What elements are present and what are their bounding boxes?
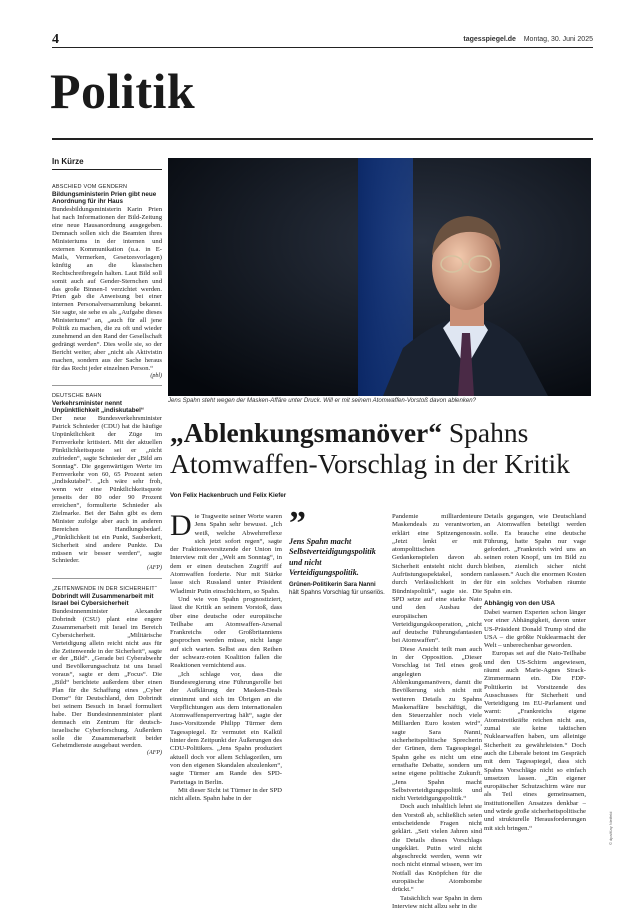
brief-agency: (pbl)	[150, 372, 162, 379]
brief-headline[interactable]: Dobrindt will Zusammenarbeit mit Israel bei Cybersicherheit	[52, 592, 154, 607]
article-headline[interactable]: „Ablenkungsmanöver“ Spahns Atomwaffen-Vorschlag in der Kritik	[170, 417, 570, 479]
brief-body: Der neue Bundesverkehrsminister Patrick Schnieder (CDU) hat die häufige Unpünktlichkeit der Züge im Fernverkehr kritisiert. Mit der aktuellen Pünktlichkeitsquote sei er „nicht zufrieden“, sagte Schnieder der „Bild am Sonntag“. Die gegenwärtigen Werte im Fernverkehr von 60, 65 Prozent seien „indiskutabel“. „Ich wäre sehr froh, wenn wir eine Pünktlichkeitsquote jenseits der 80 oder 90 Prozent erreichen“, formulierte Schnieder als Zielmarke. Bei der Bahn gibt es dem Minister zufolge aber auch in anderen Bereichen Handlungsbedarf. „Pünktlichkeit ist ein Punkt, Sauberkeit, Sicherheit sind andere Punkte. Da müssen wir besser werden“, sagte Schnieder. (AFP)	[52, 415, 162, 572]
brief-item	[52, 586, 162, 763]
paragraph: Pandemie milliardenteure Maskendeals zu verantworten, erklärt eine Spitzengenossin. „Jetzt lenkt er mit atompolitischen Gedankenspielen davon ab. Sicherheit entsteht nicht durch Aufrüstungsspektakel, sondern durch Verlässlichkeit in der Bündnispolitik“, sagte sie. Die SPD setze auf eine starke Nato und den Ausbau der europäischen Verteidigungskooperation, „nicht auf deutsche Führungsfantasien bei Atomwaffen“.	[392, 513, 482, 645]
sidebar-title: In Kürze	[52, 157, 162, 170]
portrait-image	[168, 158, 591, 396]
drop-cap: D	[170, 509, 192, 542]
quote-source: Grünen-Politikerin Sara Nanni hält Spahns Vorschlag für unseriös.	[289, 581, 385, 596]
quote-mark-icon: ”	[289, 505, 306, 542]
photo-copyright: © dpa/Kay Nietfeld	[608, 811, 613, 845]
paragraph: Diese Ansicht teilt man auch in der Opposition. „Dieser Vorschlag ist Teil eines groß angelegten Ablenkungsmanövers, damit die Bevölkerung sich nicht mit weiteren Details zu Spahns Maskenaffäre beschäftigt, die den Steuerzahler noch viele Milliarden Euro kosten wird“, sagte Sara Nanni, sicherheitspolitische Sprecherin der Grünen, dem Tagesspiegel. Spahn gehe es nicht um eine ernsthafte Debatte, sondern um seine eigene politische Zukunft. „Jens Spahn macht Selbstverteidigungspolitik und nicht Verteidigungspolitik.“	[392, 645, 482, 803]
paragraph: Die Tragweite seiner Worte waren Jens Spahn sehr bewusst. „Ich weiß, welche Abwehrreflexe sich jetzt sofort regen“, sagte der Fraktionsvorsitzende der Union im Interview mit der „Welt am Sonntag“, in dem er einen deutschen Zugriff auf Atomwaffen forderte. Nur mit Stärke lasse sich Russland unter Präsident Wladimir Putin einschüchtern, so Spahn.	[170, 509, 282, 595]
paragraph: Tatsächlich war Spahn in dem Interview nicht allzu sehr in die	[392, 894, 482, 910]
header-rule	[52, 47, 593, 48]
site-name[interactable]: tagesspiegel.de	[463, 36, 516, 43]
paragraph: Mit dieser Sicht ist Türmer in der SPD nicht allein. Spahn habe in der	[170, 786, 282, 803]
article-column-1	[170, 509, 282, 803]
brief-headline[interactable]: Verkehrsminister nennt Unpünktlichkeit „indiskutabel“	[52, 399, 145, 414]
brief-headline[interactable]: Bildungsministerin Prien gibt neue Anordnung für ihr Haus	[52, 191, 157, 206]
paragraph: „Ich schlage vor, dass die Bundesregierung eine Führungsrolle bei der Aufklärung der Masken-Deals einnimmt und sich im Übrigen an die Verpflichtungen aus dem internationalen Atomwaffensperrvertrag hält“, sagte der Juso-Vorsitzende Philipp Türmer dem Tagesspiegel. Er vermutet ein Kalkül hinter dem Zeitpunkt der Äußerungen des CDU-Politikers. „Jens Spahn produziert aktuell doch vor allem Schlagzeilen, um von den eigenen Skandalen abzulenken“, sagte Türmer am Rande des SPD-Parteitags in Berlin.	[170, 670, 282, 786]
brief-body: Bundesinnenminister Alexander Dobrindt (CSU) plant eine engere Zusammenarbeit mit Israel im Bereich Cybersicherheit. „Militärische Verteidigung allein reicht nicht aus für die Zeitenwende in der Sicherheit“, sagte er der „Bild“. „Gerade bei Cyberabwehr und Bevölkerungsschutz ist uns Israel voraus“, sagte er dem „Focus“. Die „Bild“ berichtete außerdem über einen Plan für die Schaffung eines „Cyber Dome“ für Deutschland, den Dobrindt bei seinem Besuch in Israel formuliert habe. Der Bundesinnenminister plant demnach ein Zentrum für deutsch-israelische Cyberforschung. Außerdem solle die Zusammenarbeit beider Geheimdienste ausgebaut werden. (AFP)	[52, 608, 162, 757]
article-byline: Von Felix Hackenbruch und Felix Kiefer	[170, 492, 287, 499]
paragraph: Doch auch inhaltlich lehnt sie den Vorstoß ab, schließlich seien entscheidende Fragen nicht geklärt. „Seit vielen Jahren sind die Details dieses Vorschlags ungeklärt. Putin wird nicht abgeschreckt werden, wenn wir noch nicht einmal wissen, wer im Notfall das Knöpfchen für die europäische Atombombe drückt.“	[392, 803, 482, 894]
section-title: Politik	[50, 63, 196, 119]
quote-text: Jens Spahn macht Selbstverteidigungspolitik und nicht Verteidigungspolitik.	[289, 537, 376, 577]
paragraph: Und wie von Spahn prognostiziert, lässt die Kritik an seinem Vorstoß, dass über eine deutsche oder europäische Teilhabe am Atomwaffen-Arsenal Frankreichs oder Großbritanniens gesprochen werden müsse, nicht lange auf sich warten. Selbst aus den Reihen der schwarz-roten Koalition fallen die Reaktionen vernichtend aus.	[170, 595, 282, 670]
paragraph: Europas sei auf die Nato-Teilhabe und den US-Schirm angewiesen, räumt auch Marie-Agnes Strack-Zimmermann ein. Die FDP-Politikerin ist Vorsitzende des Ausschusses für Sicherheit und Verteidigung im EU-Parlament und warnt: „Frankreichs eigene Atomstreitkräfte reichen nicht aus, zumal sie keine taktischen Nuklearwaffen haben, um alleinige Sicherheit zu gewährleisten.“ Doch auch die Liberale betont im Gespräch mit dem Tagesspiegel, dass sich Spahns Vorschläge nicht so einfach umsetzen lassen. „Ein eigener europäischer Schutzschirm wäre nur als Teil eines gemeinsamen, institutionellen Ansatzes denkbar – und würde große sicherheitspolitische und strukturelle Herausforderungen mit sich bringen.“	[484, 650, 586, 832]
brief-kicker: „ZEITENWENDE IN DER SICHERHEIT“	[52, 585, 157, 592]
brief-body: Bundesbildungsministerin Karin Prien hat nach Informationen der Bild-Zeitung eine neue Hausanordnung ausgegeben. Demnach sollen sich die Beamten ihres Ministeriums in der internen und externen Kommunikation (u.a. in E-Mails, Vermerken, Gesetzesvorlagen) künftig an die klassischen Rechtschreibregeln halten. Laut Bild soll somit auch auf Gender-Sternchen und das große Binnen-I verzichtet werden. Prien gab die Anweisung bei einer internen Personalversammlung bekannt. Sie sagte, sie sehe es als „Aufgabe dieses Ministeriums“ an, „auch für all jene Politik zu machen, die zu oft und wieder zunehmend an den Rand der Gesellschaft gedrängt werden“. Dies wolle sie, so der Bericht weiter, aber „nicht als Aktivistin machen, sondern aus der Sache heraus für das Recht jeder einzelnen Person.“ (pbl)	[52, 206, 162, 379]
brief-item	[52, 393, 162, 579]
pull-quote	[289, 505, 385, 596]
subheading: Abhängig von den USA	[484, 599, 556, 607]
article-column-3	[392, 513, 482, 911]
issue-date: Montag, 30. Juni 2025	[523, 36, 593, 43]
page-number: 4	[52, 32, 59, 47]
paragraph: Details gegangen, wie Deutschland an Atomwaffen beteiligt werden solle. Es brauche eine deutsche Führung, hatte Spahn nur vage gefordert. „Frankreich wird uns an seinen roten Knopf, um im Bild zu bleiben, ziemlich sicher nicht ranlassen.“ Auch die enormen Kosten für ein solches Vorhaben räumte Spahn ein.	[484, 513, 586, 595]
brief-agency: (AFP)	[147, 750, 162, 757]
article-photo[interactable]	[168, 158, 591, 396]
in-kurze-sidebar	[52, 157, 162, 770]
article-column-4	[484, 513, 586, 833]
brief-kicker: ABSCHIED VOM GENDERN	[52, 184, 128, 190]
section-rule	[52, 138, 593, 140]
paper-info	[463, 36, 593, 43]
brief-agency: (AFP)	[147, 565, 162, 572]
paragraph: Dabei warnen Experten schon länger vor einer Abhängigkeit, davon unter US-Präsident Donald Trump sind die USA – die größte Nuklearmacht der Welt – unberechenbar geworden.	[484, 608, 586, 650]
brief-kicker: DEUTSCHE BAHN	[52, 392, 102, 399]
brief-item	[52, 184, 162, 386]
photo-caption: Jens Spahn steht wegen der Masken-Affäre unter Druck. Will er mit seinem Atomwaffen-Vorstoß davon ablenken?	[168, 397, 477, 404]
